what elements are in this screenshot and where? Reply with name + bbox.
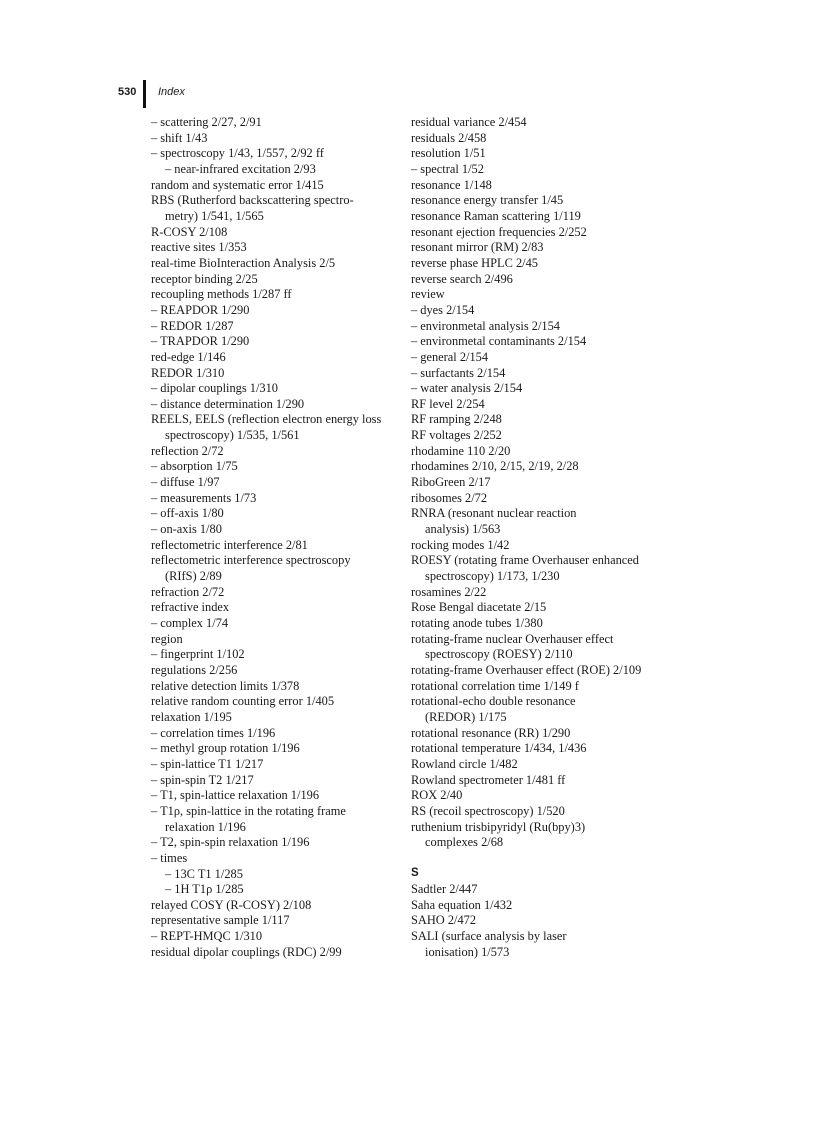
index-entry: – near-infrared excitation 2/93	[165, 161, 316, 176]
section-gap	[411, 851, 671, 867]
section-letter-heading: S	[411, 867, 419, 880]
index-entry: rotational-echo double resonance	[411, 694, 576, 709]
index-entry: RS (recoil spectroscopy) 1/520	[411, 803, 565, 818]
index-entry: rhodamines 2/10, 2/15, 2/19, 2/28	[411, 459, 579, 474]
index-entry: REELS, EELS (reflection electron energy loss	[151, 412, 382, 427]
index-entry: reverse search 2/496	[411, 271, 513, 286]
index-entry: – T1ρ, spin-lattice in the rotating frame	[151, 803, 346, 818]
index-entry: – TRAPDOR 1/290	[151, 334, 250, 349]
index-entry: – environmetal contaminants 2/154	[411, 334, 587, 349]
index-entry: – 1H T1ρ 1/285	[165, 882, 244, 897]
index-column-left	[151, 115, 406, 960]
index-entry: – distance determination 1/290	[151, 396, 305, 411]
index-entry: rhodamine 110 2/20	[411, 443, 511, 458]
index-entry: rotating-frame Overhauser effect (ROE) 2/109	[411, 662, 642, 677]
index-entry: Rose Bengal diacetate 2/15	[411, 600, 547, 615]
index-entry: resonant ejection frequencies 2/252	[411, 224, 587, 239]
index-entry: relaxation 1/195	[151, 709, 232, 724]
index-entry: SAHO 2/472	[411, 913, 477, 928]
index-entry: RF level 2/254	[411, 396, 485, 411]
index-entry: – dyes 2/154	[411, 302, 475, 317]
index-entry: receptor binding 2/25	[151, 271, 258, 286]
index-entry: Sadtler 2/447	[411, 882, 478, 897]
index-entry: RiboGreen 2/17	[411, 475, 491, 490]
index-entry: – spin-lattice T1 1/217	[151, 756, 264, 771]
index-entry: – 13C T1 1/285	[165, 866, 243, 881]
index-entry: – REDOR 1/287	[151, 318, 234, 333]
index-entry: analysis) 1/563	[425, 522, 501, 537]
index-entry: red-edge 1/146	[151, 349, 226, 364]
index-entry: representative sample 1/117	[151, 913, 290, 928]
index-entry: Rowland spectrometer 1/481 ff	[411, 772, 566, 787]
index-entry: – shift 1/43	[151, 130, 208, 145]
index-entry: rocking modes 1/42	[411, 537, 510, 552]
index-entry: region	[151, 631, 183, 646]
index-entry: RNRA (resonant nuclear reaction	[411, 506, 577, 521]
index-entry: – water analysis 2/154	[411, 381, 523, 396]
index-entry: resonance 1/148	[411, 177, 492, 192]
index-entry: rotating-frame nuclear Overhauser effect	[411, 631, 614, 646]
index-entry: Rowland circle 1/482	[411, 756, 518, 771]
index-entry: reverse phase HPLC 2/45	[411, 255, 538, 270]
index-entry: spectroscopy) 1/173, 1/230	[425, 569, 560, 584]
index-entry: resonance Raman scattering 1/119	[411, 208, 581, 223]
index-entry: ruthenium trisbipyridyl (Ru(bpy)3)	[411, 819, 586, 834]
index-entry: – complex 1/74	[151, 616, 229, 630]
index-entry: – off-axis 1/80	[151, 506, 224, 521]
index-entry: SALI (surface analysis by laser	[411, 929, 567, 944]
index-column-right	[411, 115, 671, 960]
index-entry: – times	[151, 850, 188, 865]
index-entry: – spectral 1/52	[411, 161, 484, 176]
index-entry: ionisation) 1/573	[425, 944, 510, 959]
running-head: Index	[158, 86, 185, 98]
index-entry: residual variance 2/454	[411, 115, 527, 129]
index-entry: – dipolar couplings 1/310	[151, 381, 278, 396]
index-entry: reflectometric interference spectroscopy	[151, 553, 351, 568]
index-entry: resolution 1/51	[411, 146, 486, 161]
index-entry: – REPT-HMQC 1/310	[151, 929, 263, 944]
index-entry: refractive index	[151, 600, 230, 615]
index-entry: – absorption 1/75	[151, 459, 238, 474]
index-entry: resonant mirror (RM) 2/83	[411, 240, 544, 255]
index-entry: – on-axis 1/80	[151, 522, 222, 537]
index-entry: residuals 2/458	[411, 130, 487, 145]
index-entry: review	[411, 287, 445, 302]
index-entry: – diffuse 1/97	[151, 475, 220, 490]
index-entry: – spin-spin T2 1/217	[151, 772, 254, 787]
index-entry: ROX 2/40	[411, 788, 463, 803]
index-entry: relayed COSY (R-COSY) 2/108	[151, 897, 312, 912]
index-entry: rotational resonance (RR) 1/290	[411, 725, 571, 740]
index-entry: rosamines 2/22	[411, 584, 487, 599]
index-entry: RF voltages 2/252	[411, 428, 502, 443]
index-entry: – REAPDOR 1/290	[151, 302, 250, 317]
page-number: 530	[118, 86, 137, 98]
index-entry: recoupling methods 1/287 ff	[151, 287, 292, 302]
index-entry: R-COSY 2/108	[151, 224, 228, 239]
index-entry: metry) 1/541, 1/565	[165, 208, 264, 223]
index-entry: refraction 2/72	[151, 584, 225, 599]
index-entry: regulations 2/256	[151, 662, 238, 677]
index-entry: – scattering 2/27, 2/91	[151, 115, 262, 129]
index-entry: reflectometric interference 2/81	[151, 537, 308, 552]
index-entry: RBS (Rutherford backscattering spectro-	[151, 193, 354, 208]
index-entry: rotational correlation time 1/149 f	[411, 678, 579, 693]
index-entry: reflection 2/72	[151, 443, 224, 458]
index-entry: relative random counting error 1/405	[151, 694, 335, 709]
index-entry: reactive sites 1/353	[151, 240, 247, 255]
index-entry: relative detection limits 1/378	[151, 678, 300, 693]
index-entry: rotational temperature 1/434, 1/436	[411, 741, 587, 756]
index-entry: – correlation times 1/196	[151, 725, 276, 740]
index-entry: real-time BioInteraction Analysis 2/5	[151, 255, 336, 270]
index-entry: – T2, spin-spin relaxation 1/196	[151, 835, 310, 850]
index-entry: – methyl group rotation 1/196	[151, 741, 300, 756]
index-entry: REDOR 1/310	[151, 365, 225, 380]
index-entry: – measurements 1/73	[151, 490, 257, 505]
index-entry: relaxation 1/196	[165, 819, 246, 834]
index-entry: resonance energy transfer 1/45	[411, 193, 564, 208]
header-rule	[143, 80, 146, 108]
index-entry: residual dipolar couplings (RDC) 2/99	[151, 944, 342, 959]
index-entry: random and systematic error 1/415	[151, 177, 324, 192]
index-entry: complexes 2/68	[425, 835, 504, 850]
index-entry: ROESY (rotating frame Overhauser enhanced	[411, 553, 639, 568]
index-entry: ribosomes 2/72	[411, 490, 488, 505]
index-entry: (REDOR) 1/175	[425, 709, 507, 724]
index-entry: – environmetal analysis 2/154	[411, 318, 561, 333]
index-entry: spectroscopy (ROESY) 2/110	[425, 647, 573, 662]
index-entry: – T1, spin-lattice relaxation 1/196	[151, 788, 320, 803]
index-entry: – surfactants 2/154	[411, 365, 506, 380]
index-entry: – fingerprint 1/102	[151, 647, 245, 662]
index-entry: spectroscopy) 1/535, 1/561	[165, 428, 300, 443]
index-entry: Saha equation 1/432	[411, 897, 513, 912]
index-entry: (RIfS) 2/89	[165, 569, 222, 584]
index-entry: – general 2/154	[411, 349, 489, 364]
index-entry: rotating anode tubes 1/380	[411, 616, 543, 630]
index-entry: – spectroscopy 1/43, 1/557, 2/92 ff	[151, 146, 324, 161]
index-entry: RF ramping 2/248	[411, 412, 502, 427]
